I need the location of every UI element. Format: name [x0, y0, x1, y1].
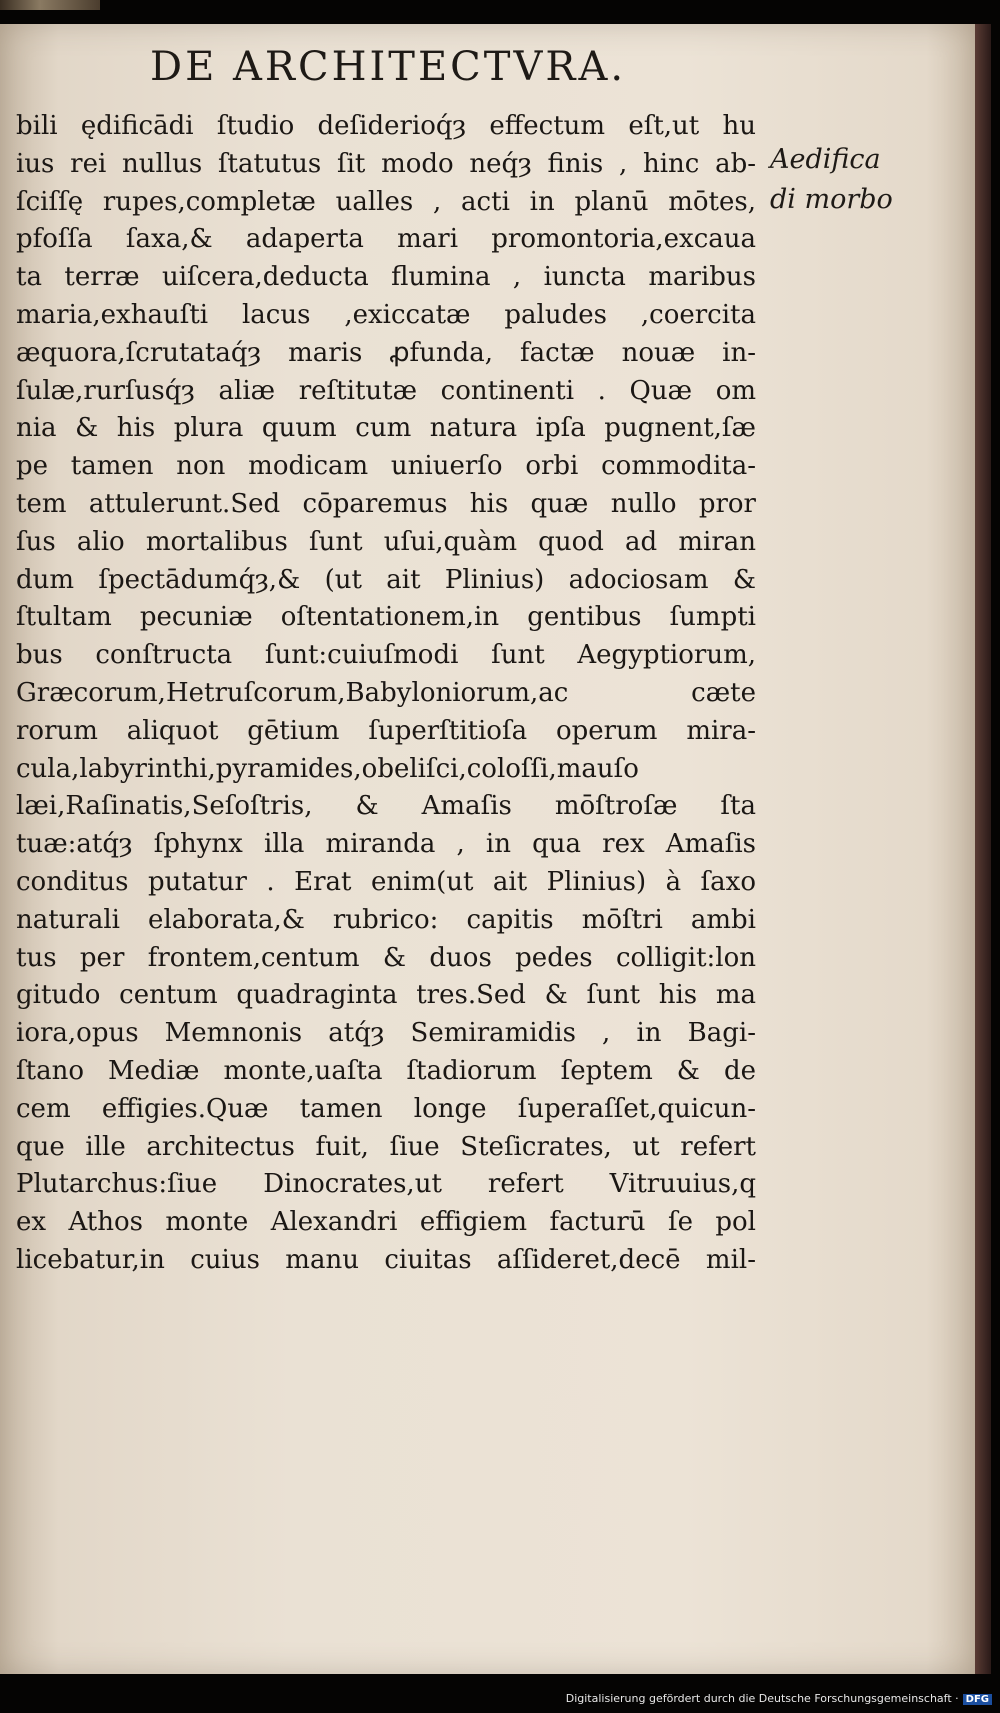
running-head: DE ARCHITECTVRA.	[150, 44, 627, 90]
text-line: ius rei nullus ſtatutus ſit modo neq́ȝ finis , hinc ab-	[16, 148, 756, 179]
text-line: maria,exhauſti lacus ,exiccatæ paludes ,coercita	[16, 299, 756, 330]
text-line: ſus alio mortalibus ſunt uſui,quàm quod ad miran	[16, 526, 756, 557]
text-line: cem effigies.Quæ tamen longe ſuperaſſet,quicun-	[16, 1093, 756, 1124]
body-text	[16, 108, 756, 1280]
text-line: gitudo centum quadraginta tres.Sed & ſunt his ma	[16, 980, 756, 1011]
text-line: Græcorum,Hetruſcorum,Babyloniorum,ac cæte	[16, 677, 756, 708]
marginal-note-line: Aedifica	[770, 144, 881, 175]
digitization-credit	[566, 1692, 992, 1705]
text-line: ſciſſę rupes,completæ ualles , acti in planū mōtes,	[16, 186, 756, 217]
text-line: Plutarchus:ſiue Dinocrates,ut refert Vitruuius,q	[16, 1169, 756, 1200]
text-line: læi,Raſinatis,Seſoſtris, & Amaſis mōſtroſæ ſta	[16, 791, 756, 822]
text-line: bus conſtructa ſunt:cuiuſmodi ſunt Aegyptiorum,	[16, 640, 756, 671]
text-line: naturali elaborata,& rubrico: capitis mōſtri ambi	[16, 904, 756, 935]
text-line: pe tamen non modicam uniuerſo orbi commodita-	[16, 451, 756, 482]
credit-text: Digitalisierung gefördert durch die Deutsche Forschungsgemeinschaft ·	[565, 1692, 959, 1705]
marginal-note-line: di morbo	[770, 184, 893, 215]
text-line: conditus putatur . Erat enim(ut ait Plinius) à ſaxo	[16, 866, 756, 897]
text-line: cula,labyrinthi,pyramides,obeliſci,coloſſi,mauſo	[16, 753, 639, 784]
text-line: tuæ:atq́ȝ ſphynx illa miranda , in qua rex Amaſis	[16, 829, 756, 860]
text-line: ex Athos monte Alexandri effigiem facturū ſe pol	[16, 1207, 756, 1238]
text-line: nia & his plura quum cum natura ipſa pugnent,ſæ	[16, 413, 756, 444]
text-line: ſulæ,rurſusq́ȝ aliæ reſtitutæ continenti . Quæ om	[16, 375, 756, 406]
text-line: iora,opus Memnonis atq́ȝ Semiramidis , in Bagi-	[16, 1018, 756, 1049]
text-line: rorum aliquot gētium ſuperſtitioſa operum mira-	[16, 715, 756, 746]
text-line: tem attulerunt.Sed cōparemus his quæ nullo pror	[16, 488, 756, 519]
text-line: ſtano Mediæ monte,uaſta ſtadiorum ſeptem & de	[16, 1055, 756, 1086]
text-line: dum ſpectādumq́ȝ,& (ut ait Plinius) adociosam &	[16, 564, 756, 595]
text-line: que ille architectus fuit, ſiue Steſicrates, ut refert	[16, 1131, 756, 1162]
text-line: bili ędificādi ſtudio deſiderioq́ȝ effectum eſt,ut hu	[16, 111, 756, 141]
text-line: æquora,ſcrutataq́ȝ maris ꝓfunda, factæ nouæ in-	[16, 337, 756, 368]
text-line: licebatur,in cuius manu ciuitas aſſideret,decē mil-	[16, 1244, 756, 1275]
book-spine-edge	[0, 0, 100, 10]
text-line: tus per frontem,centum & duos pedes colligit:lon	[16, 942, 756, 973]
page-right-edge	[975, 24, 991, 1674]
dfg-logo: DFG	[963, 1694, 992, 1705]
marginal-note	[770, 140, 915, 220]
text-line: pfoſſa ſaxa,& adaperta mari promontoria,excaua	[16, 224, 756, 255]
text-line: ſtultam pecuniæ oſtentationem,in gentibus ſumpti	[16, 602, 756, 633]
text-line: ta terræ uiſcera,deducta flumina , iuncta maribus	[16, 262, 756, 293]
